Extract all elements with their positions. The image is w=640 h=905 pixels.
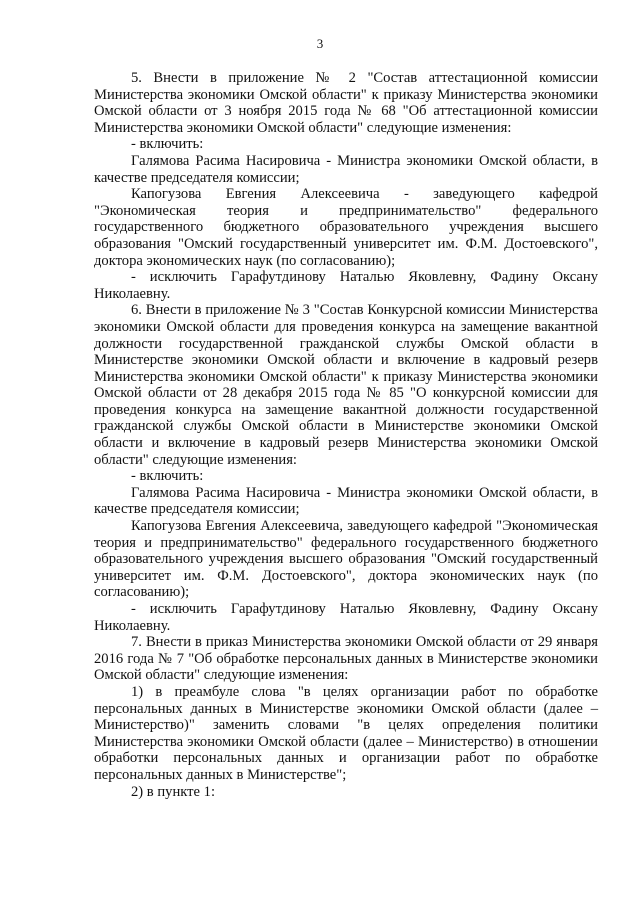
paragraph-chairman: Галямова Расима Насировича - Министра экономики Омской области, в качестве председателя комиссии; <box>94 484 598 518</box>
paragraph-include-label: - включить: <box>131 136 204 153</box>
paragraph-include-label: - включить: <box>131 468 204 485</box>
paragraph-item-7: 7. Внести в приказ Министерства экономики Омской области от 29 января 2016 года № 7 "Об обработке персональных данных в Министерстве экономики Омской области" следующие изменения: <box>94 634 598 684</box>
paragraph-chairman: Галямова Расима Насировича - Министра экономики Омской области, в качестве председателя комиссии; <box>94 152 598 186</box>
paragraph-exclude: - исключить Гарафутдинову Наталью Яковлевну, Фадину Оксану Николаевну. <box>94 269 598 302</box>
page-number: 3 <box>316 36 324 51</box>
paragraph-subitem-2: 2) в пункте 1: <box>131 783 216 800</box>
paragraph-item-5: 5. Внести в приложение № 2 "Состав аттестационной комиссии Министерства экономики Омской области" к приказу Министерства экономики Омской области от 3 ноября 2015 года № 68 "Об аттестационной комиссии Министерства экономики Омской области" следующие изменения: <box>94 70 598 136</box>
paragraph-member: Капогузова Евгения Алексеевича, заведующего кафедрой "Экономическая теория и предпринимательство" федерального государственного бюджетного образовательного учреждения высшего образования "Омский государственный университет им. Ф.М. Достоевского", доктора экономических наук (по согласованию); <box>94 518 598 601</box>
paragraph-subitem-1: 1) в преамбуле слова "в целях организации работ по обработке персональных данных в Министерстве экономики Омской области (далее – Министерство)" заменить словами "в целях определения политики Министерства экономики Омской области (далее – Министерство) в отношении обработки персональных данных и организации работ по обработке персональных данных в Министерстве"; <box>94 683 598 783</box>
paragraph-exclude: - исключить Гарафутдинову Наталью Яковлевну, Фадину Оксану Николаевну. <box>94 601 598 634</box>
document-body <box>94 70 598 800</box>
paragraph-item-6: 6. Внести в приложение № 3 "Состав Конкурсной комиссии Министерства экономики Омской области для проведения конкурса на замещение вакантной должности государственной гражданской службы Омской области в Министерстве экономики Омской области и включение в кадровый резерв Министерства экономики Омской области" к приказу Министерства экономики Омской области от 28 декабря 2015 года № 85 "О конкурсной комиссии для проведения конкурса на замещение вакантной должности государственной гражданской службы Омской области в Министерстве экономики Омской области и включение в кадровый резерв Министерства экономики Омской области" следующие изменения: <box>94 302 598 468</box>
paragraph-member: Капогузова Евгения Алексеевича - заведующего кафедрой "Экономическая теория и предпринимательство" федерального государственного бюджетного образовательного учреждения высшего образования "Омский государственный университет им. Ф.М. Достоевского", доктора экономических наук (по согласованию); <box>94 186 598 269</box>
